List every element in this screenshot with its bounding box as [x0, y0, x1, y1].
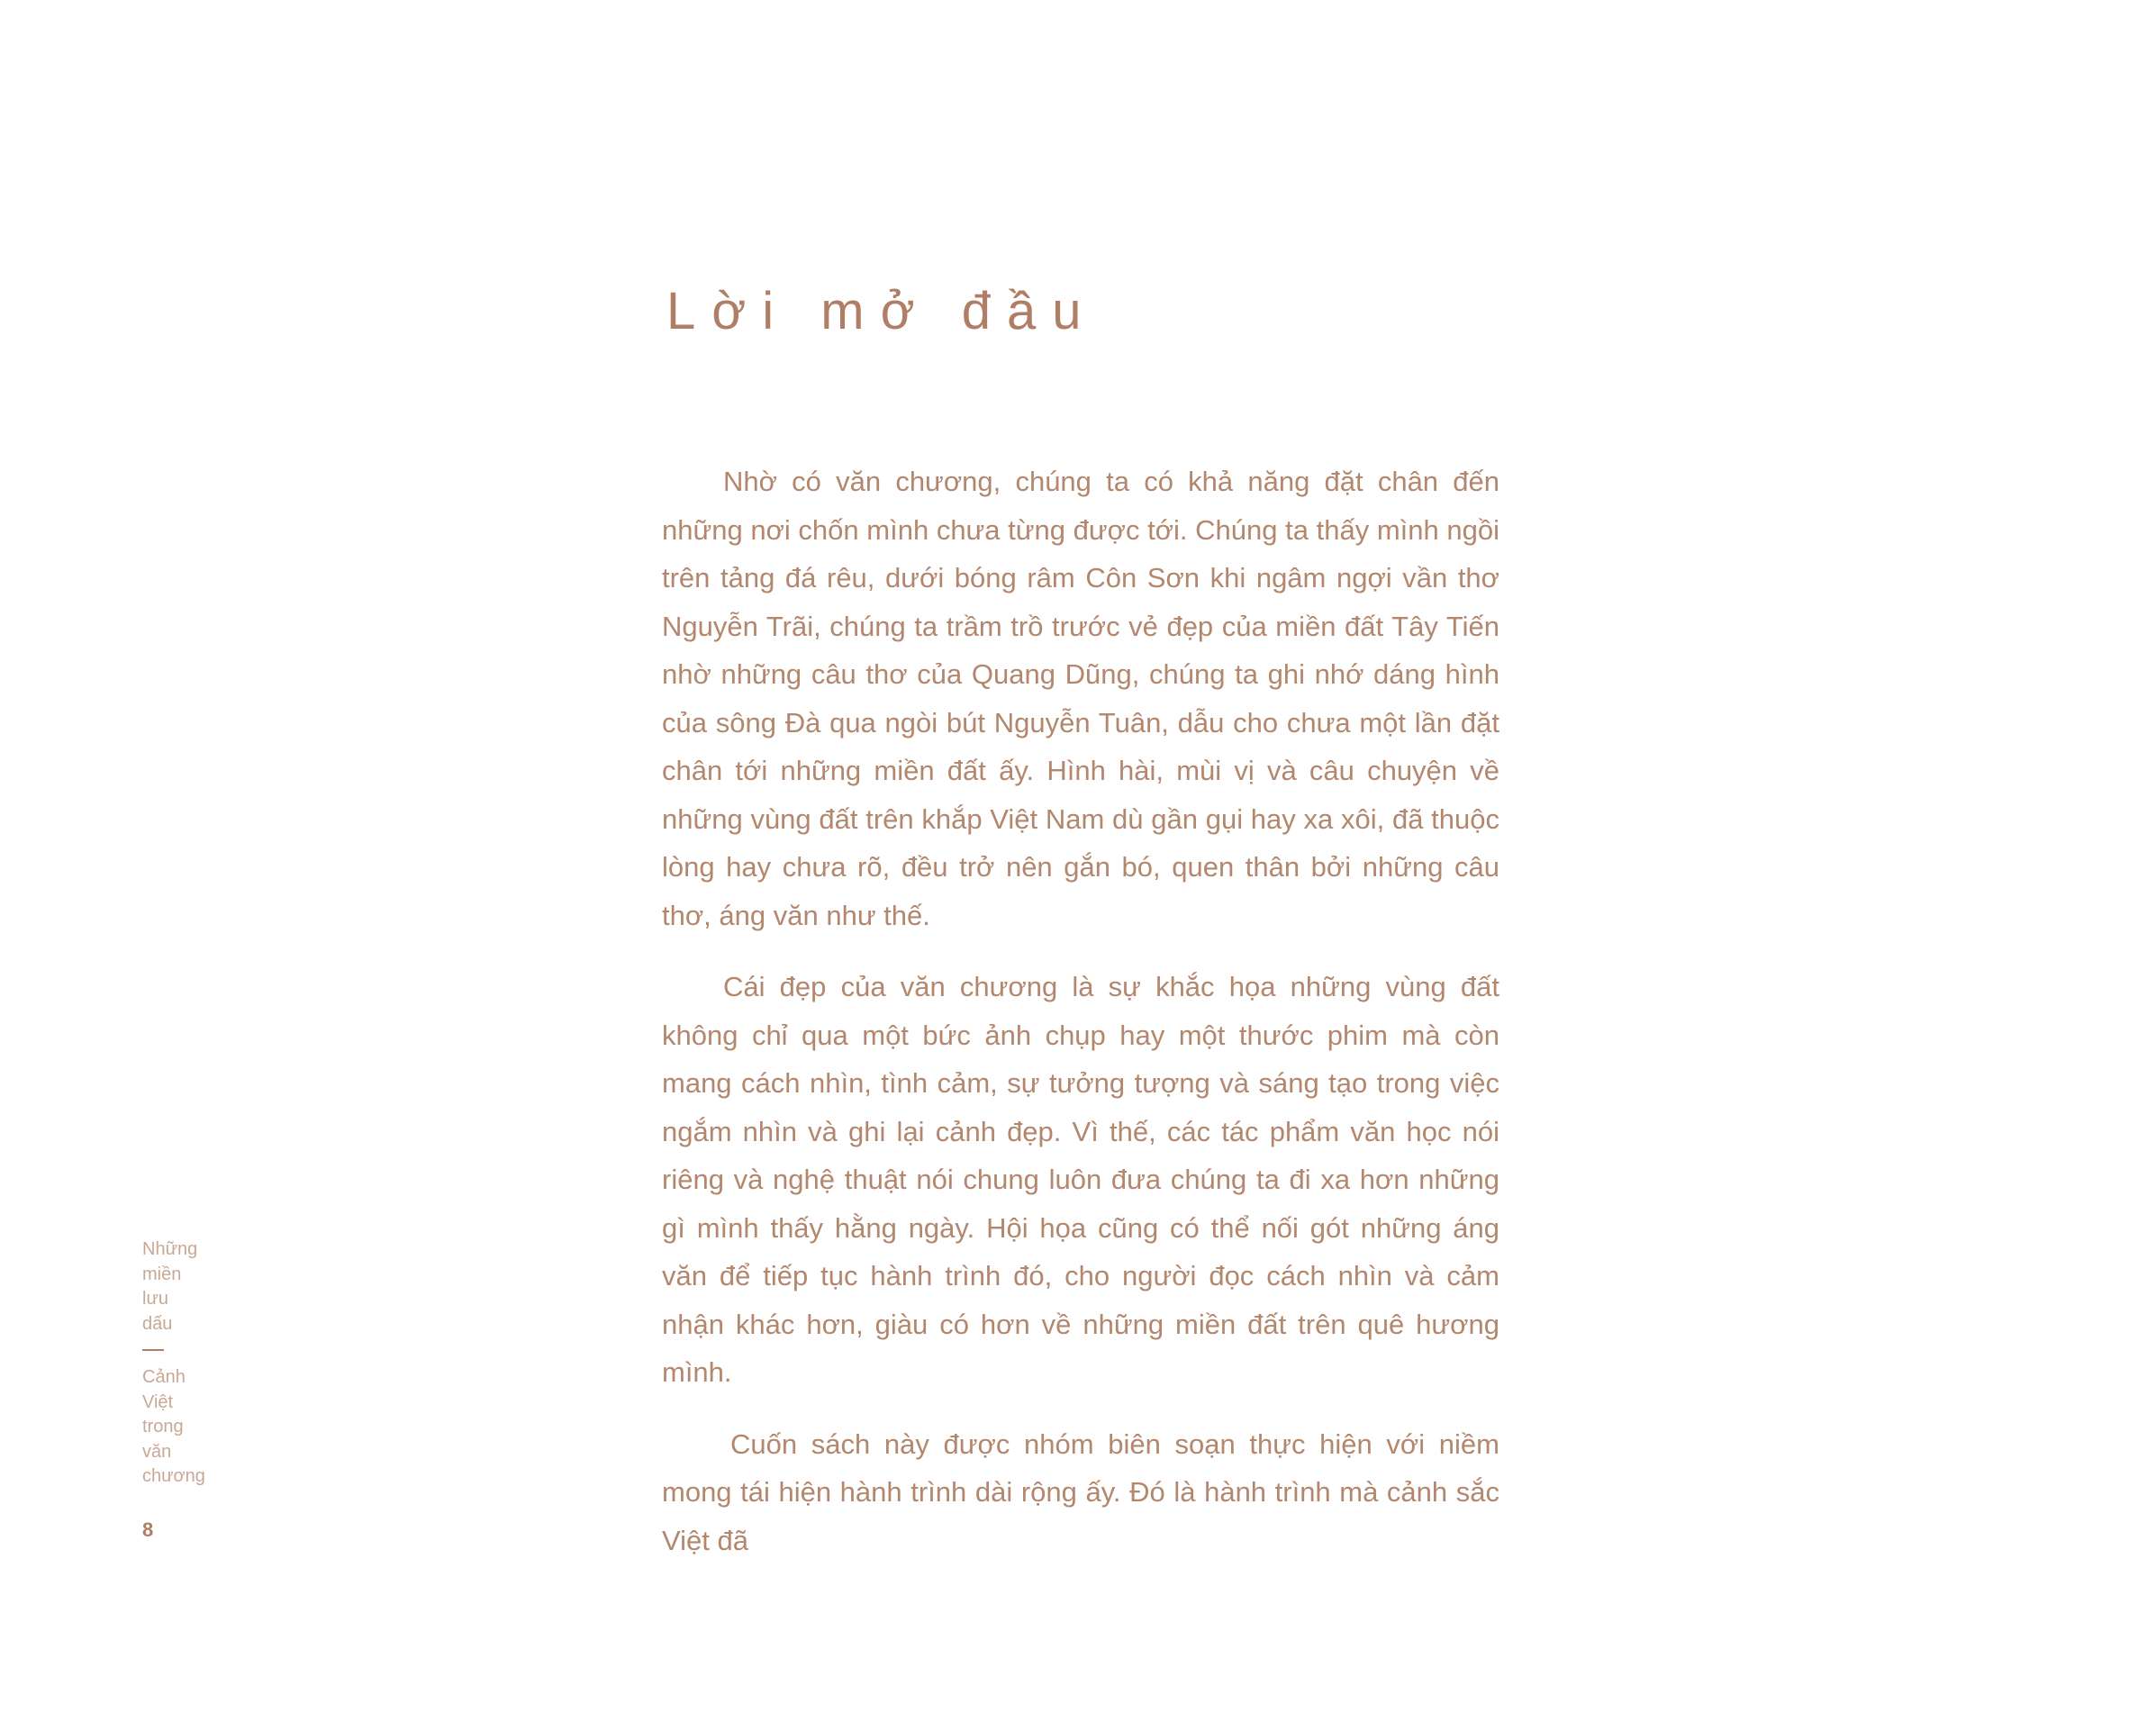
page-number: 8	[142, 1518, 154, 1541]
subtitle-line: Cảnh	[142, 1367, 186, 1387]
paragraph: Cái đẹp của văn chương là sự khắc họa những vùng đất không chỉ qua một bức ảnh chụp hay một thước phim mà còn mang cách nhìn, tình cảm, sự tưởng tượng và sáng tạo trong việc ngắm nhìn và ghi lại cảnh đẹp. Vì thế, các tác phẩm văn học nói riêng và nghệ thuật nói chung luôn đưa chúng ta đi xa hơn những gì mình thấy hằng ngày. Hội họa cũng có thể nối gót những áng văn để tiếp tục hành trình đó, cho người đọc cách nhìn và cảm nhận khác hơn, giàu có hơn về những miền đất trên quê hương mình.	[662, 971, 1499, 1388]
body-text	[662, 458, 1499, 1588]
subtitle-line: văn	[142, 1441, 172, 1462]
paragraph: Cuốn sách này được nhóm biên soạn thực hiện với niềm mong tái hiện hành trình dài rộng ấy. Đó là hành trình mà cảnh sắc Việt đã	[662, 1427, 1499, 1556]
page-title: Lời mở đầu	[666, 282, 1098, 340]
book-title-line: Những	[142, 1239, 198, 1259]
book-title-line: dấu	[142, 1313, 173, 1334]
subtitle-line: trong	[142, 1417, 184, 1436]
book-title-line: lưu	[142, 1289, 168, 1309]
paragraph: Nhờ có văn chương, chúng ta có khả năng đặt chân đến những nơi chốn mình chưa từng được tới. Chúng ta thấy mình ngồi trên tảng đá rêu, dưới bóng râm Côn Sơn khi ngâm ngợi vần thơ Nguyễn Trãi, chúng ta trầm trồ trước vẻ đẹp của miền đất Tây Tiến nhờ những câu thơ của Quang Dũng, chúng ta ghi nhớ dáng hình của sông Đà qua ngòi bút Nguyễn Tuân, dẫu cho chưa một lần đặt chân tới những miền đất ấy. Hình hài, mùi vị và câu chuyện về những vùng đất trên khắp Việt Nam dù gần gụi hay xa xôi, đã thuộc lòng hay chưa rõ, đều trở nên gắn bó, quen thân bởi những câu thơ, áng văn như thế.	[662, 466, 1499, 931]
divider	[142, 1349, 164, 1351]
subtitle-line: chương	[142, 1466, 205, 1486]
running-header	[142, 1237, 223, 1490]
book-title-line: miền	[142, 1264, 182, 1284]
subtitle-line: Việt	[142, 1391, 174, 1412]
